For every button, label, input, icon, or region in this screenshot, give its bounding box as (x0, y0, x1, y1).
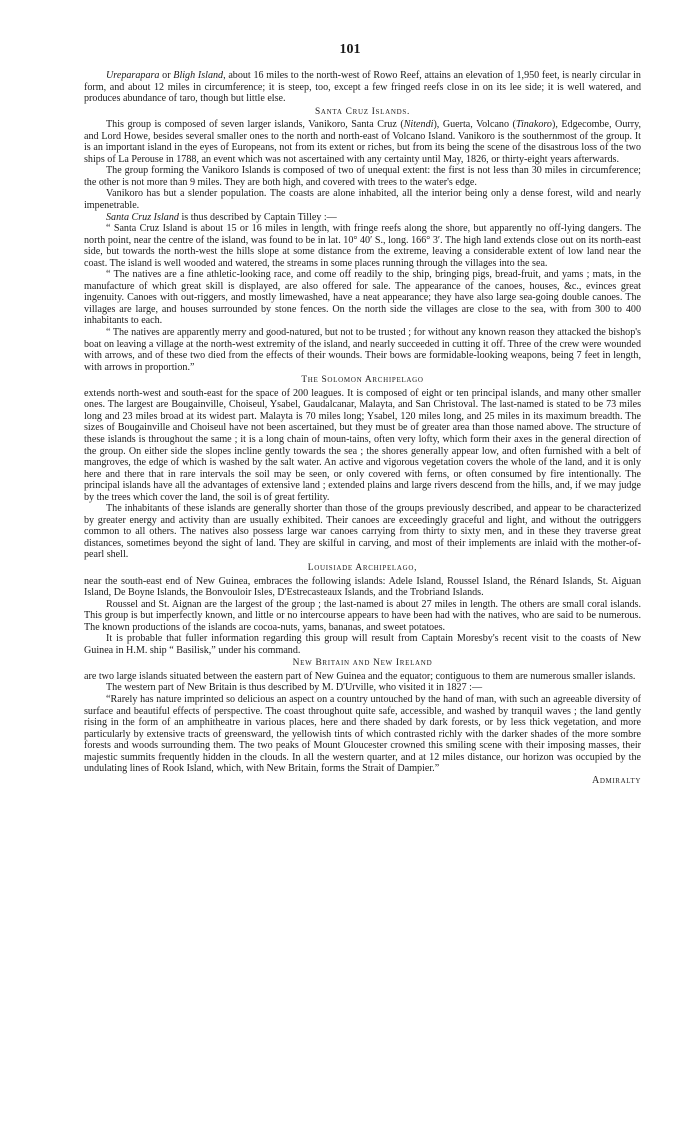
paragraph-santa-cruz-2: The group forming the Vanikoro Islands is composed of two of unequal extent: the first is not less than 30 miles in circumference; the other is not more than 9 miles. They are both high, and covered with trees to the water's edge. (84, 165, 641, 188)
page-body (84, 70, 641, 787)
page-number: 101 (339, 42, 361, 57)
paragraph-louisiade-2: Roussel and St. Aignan are the largest of the group ; the last-named is about 27 miles in length. The others are small coral islands. This group is but imperfectly known, and little or no intercourse appears to have been had with the natives, who are said to be numerous. The known productions of the islands are cocoa-nuts, yams, bananas, and sweet potatoes. (84, 598, 641, 633)
paragraph-new-britain-2: The western part of New Britain is thus described by M. D'Urville, who visited it in 1827 :— (106, 682, 483, 694)
paragraph-new-britain-3: “Rarely has nature imprinted so delicious an aspect on a country untouched by the hand of man, with such an agreeable diversity of surface and beautiful effects of perspective. The coast throughout quite safe, accessible, and washed by tranquil waves ; the land gently rising in the form of an amphitheatre in various places, here and there shaded by dark forests, or by less thick vegetation, and more particularly by extensive tracts of greensward, the yellowish tints of which contrasted richly with the darker shades of the more sombre forests and woods surrounding them. The two peaks of Mount Gloucester crowned this smiling scene with their imposing masses, their majestic summits frequently hidden in the clouds. In all the western quarter, and at 12 miles distance, our horizon was occupied by the undulating lines of Rook Island, which, with New Britain, forms the Strait of Dampier.” (84, 693, 641, 775)
paragraph-solomon-2: The inhabitants of these islands are generally shorter than those of the groups previously described, and appear to be characterized by greater energy and activity than are usually exhibited. Their canoes are exceedingly graceful and light, and without the outriggers common to all others. The natives also possess large war canoes carrying from thirty to sixty men, and in these they traverse great distances, sometimes beyond the sight of land. They are skilful in carving, and most of their implements are inlaid with the mother-of-pearl shell. (84, 503, 641, 561)
catchword: Admiralty (592, 774, 641, 786)
paragraph-louisiade-3: It is probable that fuller information regarding this group will result from Captain Moresby's recent visit to the coasts of New Guinea in H.M. ship “ Basilisk,” under his command. (84, 633, 641, 656)
paragraph-santa-cruz-5: “ Santa Cruz Island is about 15 or 16 miles in length, with fringe reefs along the shore, but apparently no off-lying dangers. The north point, near the centre of the island, was found to be in lat. 10° 40′ S., long. 166° 3′. The high land extends close out on its north-east side, but towards the north-west the hills slope at some distance from the extreme, leaving a considerable extent of low land near the coast. The island is well wooded and watered, the streams in some places running through the villages into the sea. (84, 223, 641, 269)
paragraph-santa-cruz-1: This group is composed of seven larger islands, Vanikoro, Santa Cruz (Nitendi), Guerta, Volcano (Tinakoro), Edgecombe, Ourry, and Lord Howe, besides several smaller ones to the north and north-east of Volcano Island. Vanikoro is the southernmost of the group. It is an important island in the eyes of Europeans, not from its extent or riches, but from its being the scene of the disastrous loss of the two ships of La Perouse in 1788, an event which was not ascertained with any certainty until May, 1826, or thirty-eight years afterwards. (84, 119, 642, 165)
paragraph-santa-cruz-4: Santa Cruz Island is thus described by Captain Tilley :— (106, 211, 337, 223)
section-heading-solomon: The Solomon Archipelago (301, 375, 424, 386)
paragraph-louisiade-1: near the south-east end of New Guinea, embraces the following islands: Adele Island, Roussel Island, the Rénard Islands, St. Aiguan Island, De Boyne Islands, the Bonvouloir Isles, D'Estrecasteaux Islands, and the Trobriand Islands. (84, 575, 641, 599)
paragraph-solomon-1: extends north-west and south-east for the space of 200 leagues. It is composed of eight or ten principal islands, and many other smaller ones. The largest are Bougainville, Choiseul, Ysabel, Gaudalcanar, Malayta, and San Christoval. The last-named is stated to be 73 miles long and 23 miles broad at its widest part. Malayta is 70 miles long; Ysabel, 120 miles long, and 25 miles in its maximum breadth. The sizes of Bougainville and Choiseul have not been ascertained, but they must be of greater area than those named above. The structure of these islands is throughout the same ; it is a long chain of moun-tains, often very lofty, which form their axes in the general direction of the group. On either side the slopes incline gently towards the sea ; the shores generally appear low, and often furnished with a belt of mangroves, the edge of which is washed by the salt water. An active and vigorous vegetation covers the whole of the land, and it is only here and there that in rare intervals the soil may be seen, or only covered with ferns, or often consumed by fire intentionally. The principal islands have all the advantages of extensive land ; extended plains and large rivers descend from the hills, and, if we may judge by the trees which cover the land, the soil is of great fertility. (84, 387, 641, 503)
paragraph-santa-cruz-3: Vanikoro has but a slender population. The coasts are alone inhabited, all the interior being only a dense forest, wild and nearly impenetrable. (84, 188, 641, 212)
paragraph-santa-cruz-6: “ The natives are a fine athletic-looking race, and come off readily to the ship, bringing pigs, bread-fruit, and yams ; mats, in the manufacture of which great skill is displayed, are also offered for sale. The appearance of the canoes, houses, &c., evinces great ingenuity. Canoes with out-riggers, and mostly limewashed, have a neat appearance; they have also large sea-going double canoes. The villages are large, and houses surrounded by stone fences. On the north side the villages are close to the sea, with from 300 to 400 inhabitants to each. (84, 269, 641, 327)
paragraph-ureparapara: Ureparapara or Bligh Island, about 16 miles to the north-west of Rowo Reef, attains an elevation of 1,950 feet, is nearly circular in form, and about 12 miles in circumference; it is steep, too, except a few fringed reefs close in on its lee side; it is well watered, and produces abundance of taro, though but little else. (84, 70, 641, 105)
section-heading-santa-cruz: Santa Cruz Islands. (314, 106, 411, 117)
section-heading-new-britain: New Britain and New Ireland (292, 658, 433, 669)
paragraph-santa-cruz-7: “ The natives are apparently merry and good-natured, but not to be trusted ; for without any known reason they attacked the bishop's boat on leaving a village at the north-west extremity of the island, and nearly succeeded in cutting it off. Three of the crew were wounded with arrows, and of these two died from the effects of their wounds. Their bows are formidable-looking weapons, being 7 feet in length, with arrows in proportion.” (84, 327, 641, 373)
paragraph-new-britain-1: are two large islands situated between the eastern part of New Guinea and the equator; contiguous to them are numerous smaller islands. (84, 670, 636, 682)
section-heading-louisiade: Louisiade Archipelago, (307, 562, 418, 573)
